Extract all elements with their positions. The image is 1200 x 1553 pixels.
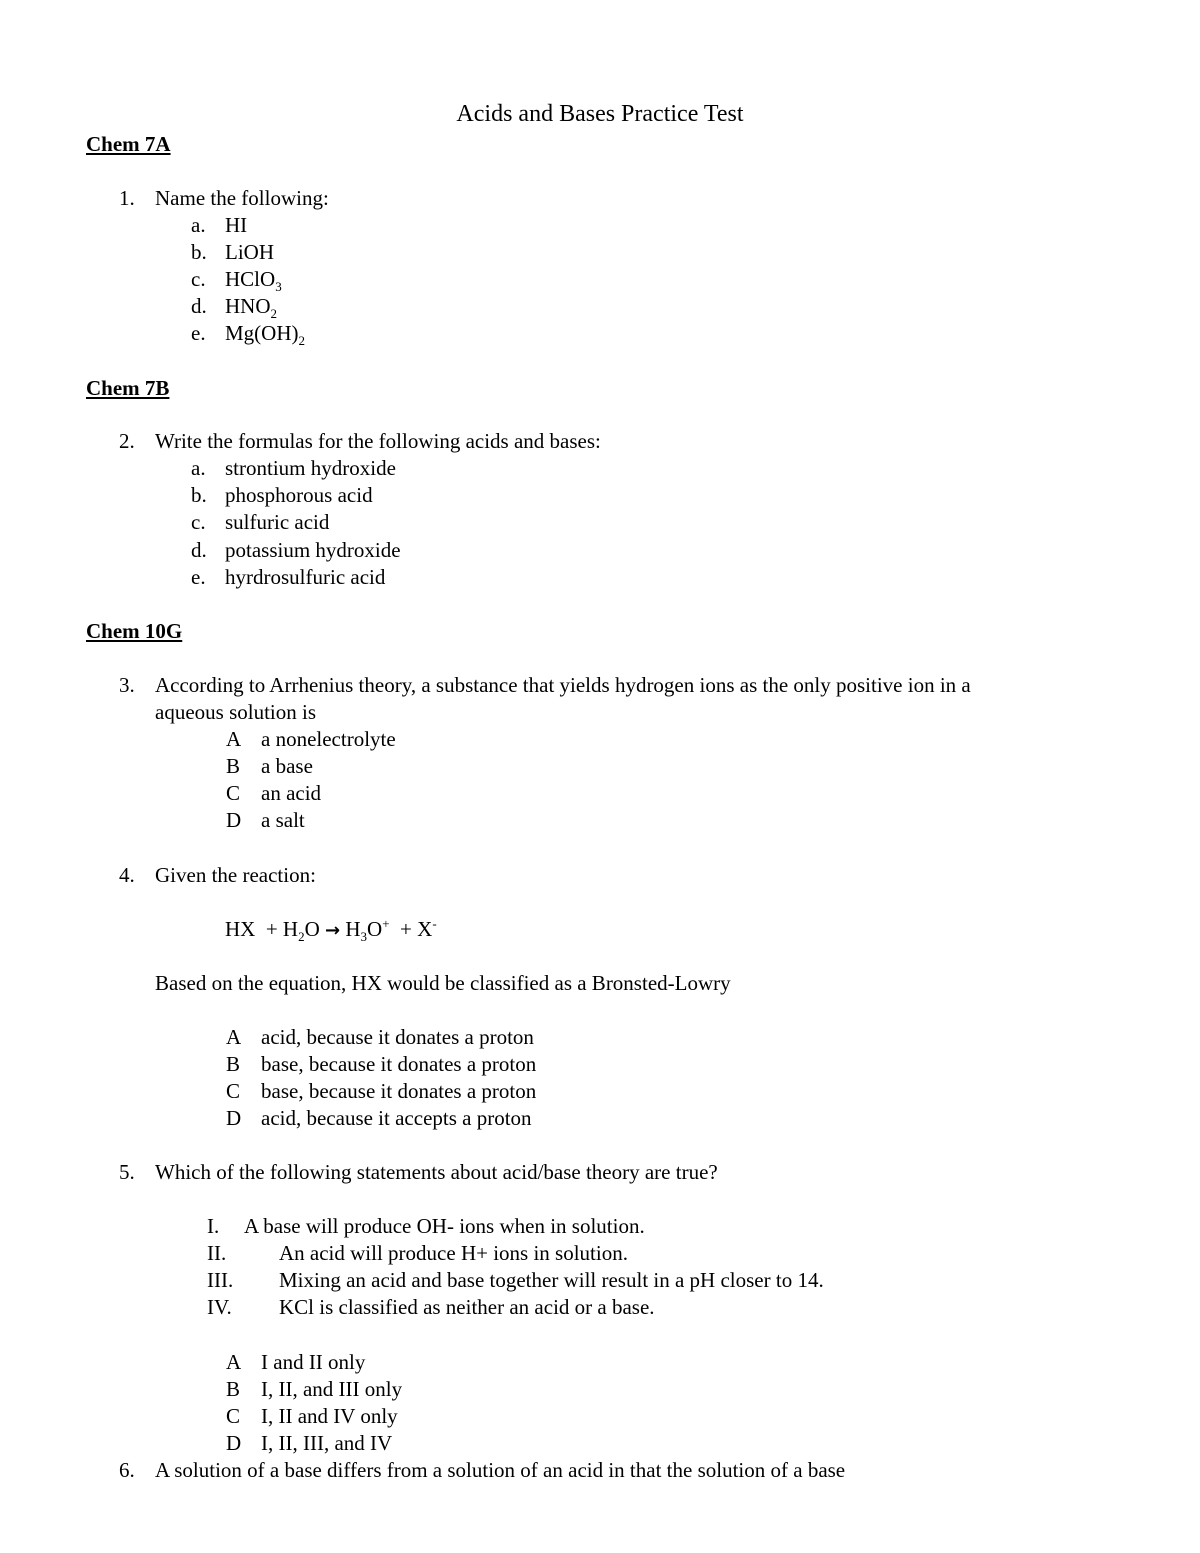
- q5-choice-b-text: I, II, and III only: [261, 1377, 403, 1401]
- q5-choice-c-text: I, II and IV only: [261, 1404, 398, 1428]
- question-5-text: Which of the following statements about acid/base theory are true?: [155, 1160, 718, 1184]
- question-3-number: 3.: [119, 673, 135, 697]
- question-4-text: Given the reaction:: [155, 863, 316, 887]
- question-1-text: Name the following:: [155, 186, 329, 210]
- q1-item-d-label: d.: [191, 294, 207, 318]
- section-heading-chem-10g: Chem 10G: [86, 619, 183, 643]
- q4-choice-c-letter: C: [226, 1079, 241, 1103]
- question-6-text: A solution of a base differs from a solution of an acid in that the solution of a base: [155, 1458, 846, 1482]
- q1-item-d-formula: $HNO_2$: [225, 294, 277, 322]
- question-2-text: Write the formulas for the following acids and bases:: [155, 429, 601, 453]
- question-2-number: 2.: [119, 429, 135, 453]
- q3-choice-d-letter: D: [226, 808, 242, 832]
- q2-item-c-text: sulfuric acid: [225, 510, 330, 534]
- q1-item-c-formula: HClO$_3$: [225, 267, 282, 295]
- q5-statement-1-numeral: I.: [207, 1214, 220, 1238]
- question-4-number: 4.: [119, 863, 135, 887]
- q5-statement-3-numeral: III.: [207, 1268, 234, 1292]
- section-heading-chem-7b: Chem 7B: [86, 376, 170, 400]
- q5-choice-d-text: I, II, III, and IV: [261, 1431, 393, 1455]
- q3-choice-c-text: an acid: [261, 781, 322, 805]
- q1-item-c-label: c.: [191, 267, 206, 291]
- q3-choice-b-letter: B: [226, 754, 241, 778]
- q1-item-e-label: e.: [191, 321, 206, 345]
- q4-choice-c-text: base, because it donates a proton: [261, 1079, 537, 1103]
- q1-item-e-formula: $Mg(OH)_2$: [225, 321, 305, 349]
- right-arrow-icon: →: [325, 920, 341, 941]
- question-5-number: 5.: [119, 1160, 135, 1184]
- q2-item-d-text: potassium hydroxide: [225, 538, 401, 562]
- q1-item-a-label: a.: [191, 213, 206, 237]
- page-title: Acids and Bases Practice Test: [456, 101, 744, 127]
- q1-item-b-label: b.: [191, 240, 207, 264]
- q5-choice-c-letter: C: [226, 1404, 241, 1428]
- q5-statement-4-numeral: IV.: [207, 1295, 232, 1319]
- q2-item-a-label: a.: [191, 456, 206, 480]
- q1-item-b-text: LiOH: [225, 240, 274, 264]
- q4-choice-b-letter: B: [226, 1052, 241, 1076]
- q3-choice-d-text: a salt: [261, 808, 305, 832]
- q3-choice-b-text: a base: [261, 754, 313, 778]
- q3-choice-c-letter: C: [226, 781, 241, 805]
- q2-item-d-label: d.: [191, 538, 207, 562]
- q4-choice-a-text: acid, because it donates a proton: [261, 1025, 534, 1049]
- q4-choice-a-letter: A: [226, 1025, 242, 1049]
- q2-item-e-label: e.: [191, 565, 206, 589]
- q5-choice-a-letter: A: [226, 1350, 242, 1374]
- q5-statement-1-text: A base will produce OH- ions when in solution.: [244, 1214, 645, 1238]
- q2-item-b-text: phosphorous acid: [225, 483, 373, 507]
- question-3-text-line-1: According to Arrhenius theory, a substance that yields hydrogen ions as the only positive ion in a: [155, 673, 971, 697]
- q2-item-c-label: c.: [191, 510, 206, 534]
- reaction-equation: HX + $H_2O \to H_3O^+ + X^-$: [225, 916, 437, 945]
- q3-choice-a-text: a nonelectrolyte: [261, 727, 396, 751]
- q3-choice-a-letter: A: [226, 727, 242, 751]
- q2-item-b-label: b.: [191, 483, 207, 507]
- q5-statement-4-text: KCl is classified as neither an acid or a base.: [279, 1295, 655, 1319]
- q5-statement-2-text: An acid will produce H+ ions in solution.: [279, 1241, 628, 1265]
- q5-choice-b-letter: B: [226, 1377, 241, 1401]
- q5-choice-a-text: I and II only: [261, 1350, 366, 1374]
- q2-item-a-text: strontium hydroxide: [225, 456, 396, 480]
- q2-item-e-text: hyrdrosulfuric acid: [225, 565, 386, 589]
- question-4-prompt: Based on the equation, HX would be classified as a Bronsted-Lowry: [155, 971, 731, 995]
- q4-choice-d-text: acid, because it accepts a proton: [261, 1106, 532, 1130]
- question-3-text-line-2: aqueous solution is: [155, 700, 316, 724]
- q1-item-a-text: HI: [225, 213, 248, 237]
- q5-statement-2-numeral: II.: [207, 1241, 227, 1265]
- q5-statement-3-text: Mixing an acid and base together will result in a pH closer to 14.: [279, 1268, 824, 1292]
- section-heading-chem-7a: Chem 7A: [86, 132, 171, 156]
- q5-choice-d-letter: D: [226, 1431, 242, 1455]
- q4-choice-d-letter: D: [226, 1106, 242, 1130]
- question-6-number: 6.: [119, 1458, 135, 1482]
- question-1-number: 1.: [119, 186, 135, 210]
- q4-choice-b-text: base, because it donates a proton: [261, 1052, 537, 1076]
